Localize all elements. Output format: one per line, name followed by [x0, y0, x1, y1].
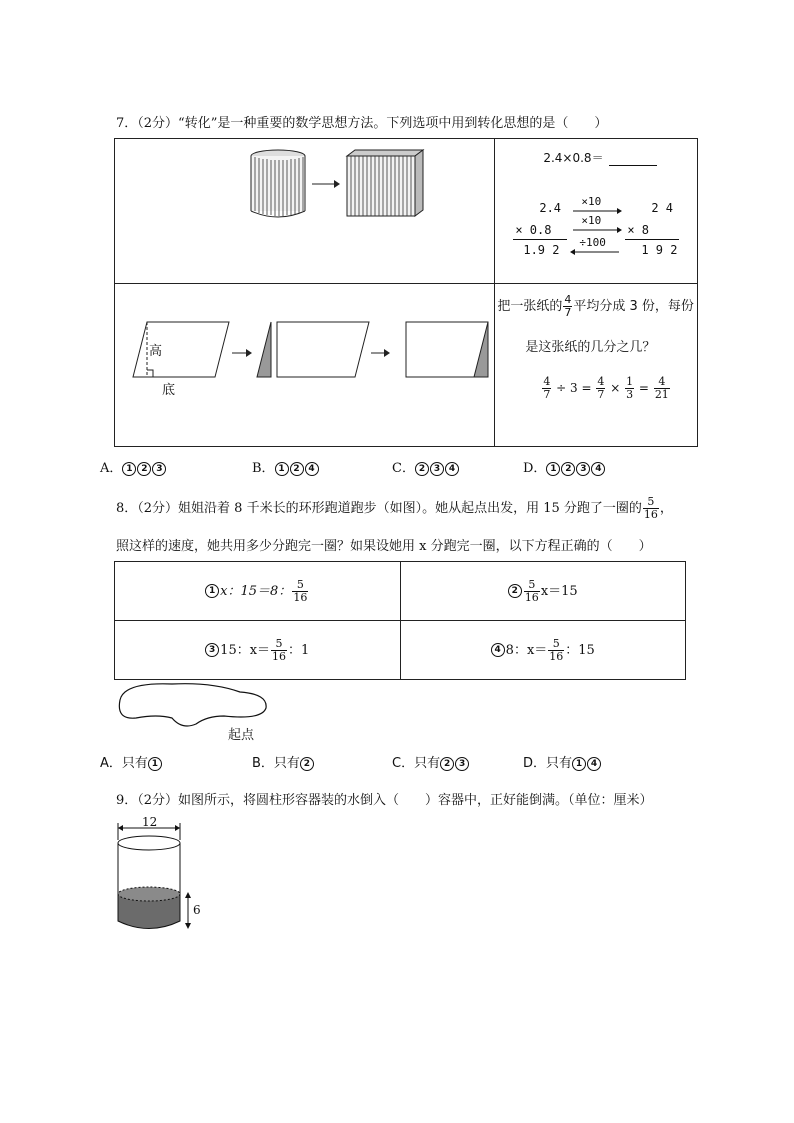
q7-expr: 2.4×0.8＝: [543, 151, 604, 165]
base-label: 底: [162, 383, 176, 398]
cylinder-container-figure: [108, 818, 218, 938]
q7-option-b[interactable]: B． 1 2 4: [252, 457, 320, 476]
q7-word-problem-line2: 是这张纸的几分之几？: [525, 340, 656, 355]
q7-cell-2: [495, 139, 698, 284]
right-top: 2 4: [651, 201, 674, 215]
cylinder-width-label: 12: [142, 815, 158, 829]
q7-stem: 7．（2分）“转化”是一种重要的数学思想方法。下列选项中用到转化思想的是（ ）: [116, 116, 608, 131]
q7-cell-3: [115, 284, 495, 447]
cylinder-to-cuboid-figure: [115, 139, 495, 284]
q8-stem-line1: 8．（2分）姐姐沿着 8 千米长的环形跑道跑步（如图）。她从起点出发，用 15 分跑了一圈的 $\frac{5}{16}$ ，: [116, 495, 673, 521]
left-top: 2.4: [539, 201, 562, 215]
q7-cell-4: [495, 284, 698, 447]
q8-option-d[interactable]: D．只有 1 4: [523, 752, 602, 771]
q8-stem-line2: 照这样的速度，她共用多少分跑完一圈？如果设她用 x 分跑完一圈，以下方程正确的（ ）: [116, 539, 652, 554]
q7-option-d[interactable]: D． 1 2 3 4: [523, 457, 606, 476]
q7-cell-1: [115, 139, 495, 284]
q8-table: [114, 561, 686, 680]
parallelogram-to-rectangle-figure: [115, 284, 495, 447]
arrow-label-2: ×10: [581, 214, 602, 227]
q8-cell-1: 1 x：15＝8： $\frac{5}{16}$: [115, 562, 401, 621]
left-result: 1.9 2: [523, 243, 560, 257]
q8-option-b[interactable]: B．只有 2: [252, 752, 315, 771]
line1-a: 把一张纸的: [497, 299, 563, 314]
q7-table: [114, 138, 698, 447]
q7-equation: $\frac{4}{7}$ ÷ 3 = $\frac{4}{7}$ × $\frac{1}{3}$ = $\frac{4}{21}$: [543, 375, 669, 401]
start-point-label: 起点: [228, 728, 255, 743]
q8-cell-2: 2 $\frac{5}{16}$ x＝15: [400, 562, 686, 621]
arrow-label-1: ×10: [581, 195, 602, 208]
arrow-label-3: ÷100: [579, 236, 606, 249]
height-label: 高: [149, 344, 163, 359]
q8-cell-4: 4 8：x＝ $\frac{5}{16}$ ：15: [400, 621, 686, 680]
q9-stem: 9．（2分）如图所示，将圆柱形容器装的水倒入（ ）容器中，正好能倒满。（单位：厘米）: [116, 793, 653, 808]
q8-option-a[interactable]: A．只有 1: [100, 752, 163, 771]
line1-b: 平均分成 3 份，每份: [573, 299, 694, 314]
right-mul: × 8: [627, 223, 650, 237]
frac-4-7: $\frac{4}{7}$: [564, 293, 572, 319]
conversion-arrows: [495, 139, 697, 284]
right-result: 1 9 2: [641, 243, 678, 257]
q8-cell-3: 3 15：x＝ $\frac{5}{16}$ ：1: [115, 621, 401, 680]
q7-word-problem-line1: [497, 294, 694, 319]
q7-option-a[interactable]: A． 1 2 3: [100, 457, 167, 476]
water-height-label: 6: [193, 903, 201, 917]
q7-option-c[interactable]: C． 2 3 4: [392, 457, 460, 476]
running-track-figure: [112, 680, 282, 730]
left-mul: × 0.8: [515, 223, 552, 237]
q8-option-c[interactable]: C．只有 2 3: [392, 752, 470, 771]
